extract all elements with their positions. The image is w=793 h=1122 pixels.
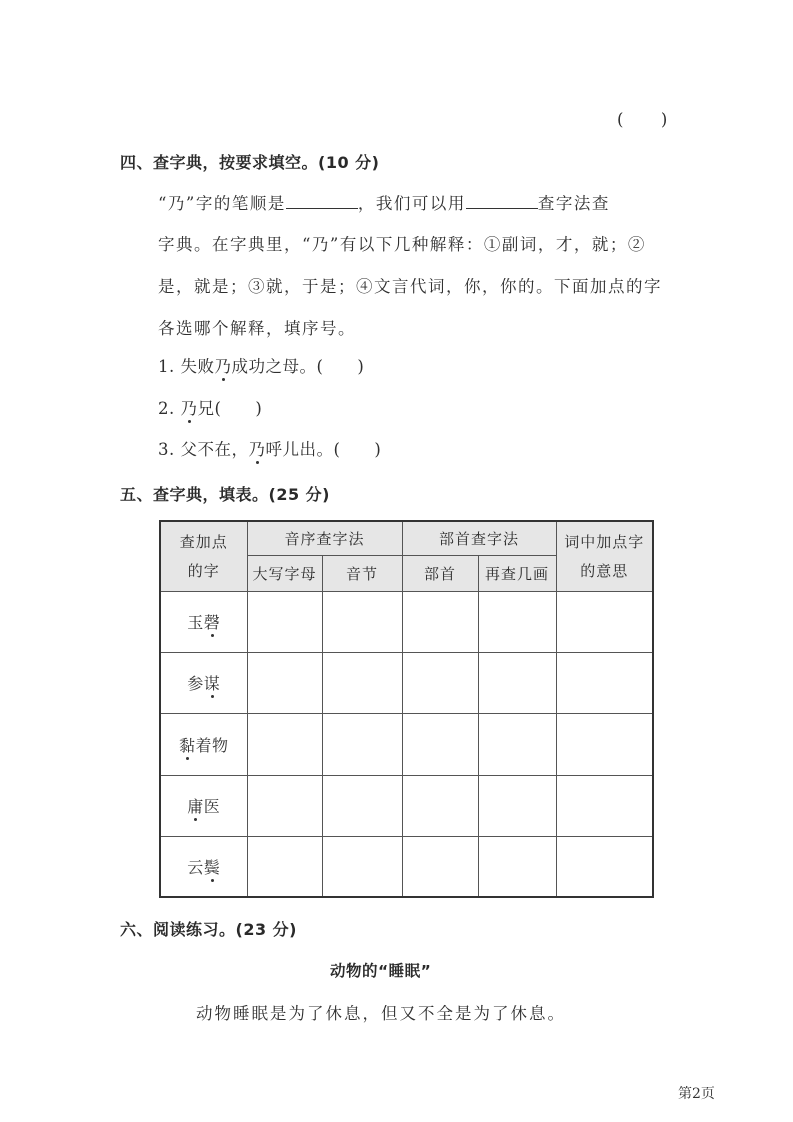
answer-cell[interactable] [322, 652, 402, 713]
dotted-char: 磬 [204, 610, 221, 633]
answer-cell[interactable] [247, 652, 322, 713]
question-text: 呼儿出。( ) [265, 440, 382, 459]
table-row [160, 713, 653, 775]
header-text: 的意思 [580, 562, 629, 581]
table-row [160, 775, 653, 836]
section-4-paragraph-line-3: 是，就是；③就，于是；④文言代词，你，你的。下面加点的字 [158, 277, 662, 296]
header-text: 词中加点字 [564, 533, 645, 552]
answer-cell[interactable] [556, 836, 653, 897]
answer-cell[interactable] [247, 836, 322, 897]
section-4-paragraph-line-4: 各选哪个解释，填序号。 [158, 319, 356, 338]
section-4-title: 四、查字典，按要求填空。(10 分) [120, 153, 380, 172]
section-5-title: 五、查字典，填表。(25 分) [120, 485, 330, 504]
word-cell [160, 591, 247, 652]
answer-cell[interactable] [402, 652, 478, 713]
answer-cell[interactable] [478, 652, 556, 713]
header-radical-method: 部首查字法 [402, 521, 556, 555]
table-row [160, 652, 653, 713]
text: 查字法查 [537, 194, 610, 213]
section-4-paragraph-line-1 [158, 190, 610, 214]
dotted-char: 乃 [249, 436, 266, 460]
question-2 [158, 395, 262, 419]
text: ，我们可以用 [357, 194, 466, 213]
question-1 [158, 353, 364, 377]
header-radical: 部首 [402, 555, 478, 591]
question-3 [158, 436, 381, 460]
stroke-order-blank[interactable] [286, 194, 358, 209]
section-6-title: 六、阅读练习。(23 分) [120, 920, 297, 939]
header-syllable: 音节 [322, 555, 402, 591]
header-text: 查加点 [179, 533, 228, 552]
answer-cell[interactable] [402, 775, 478, 836]
table-row [160, 836, 653, 897]
word-text: 参 [187, 674, 204, 693]
question-text: 成功之母。( ) [231, 357, 365, 376]
dictionary-table [159, 520, 654, 898]
word-cell [160, 775, 247, 836]
question-text: 3. 父不在， [158, 440, 249, 459]
table-row [160, 591, 653, 652]
answer-cell[interactable] [247, 591, 322, 652]
answer-cell[interactable] [556, 652, 653, 713]
answer-cell[interactable] [322, 836, 402, 897]
page-number: 第2页 [678, 1086, 715, 1102]
answer-cell[interactable] [247, 775, 322, 836]
header-capital-letter: 大写字母 [247, 555, 322, 591]
word-text: 医 [203, 797, 221, 816]
header-meaning-cell [556, 521, 653, 591]
answer-cell[interactable] [322, 713, 402, 775]
question-text: 2. [158, 399, 181, 418]
dotted-char: 乃 [181, 395, 198, 419]
answer-cell[interactable] [402, 836, 478, 897]
answer-cell[interactable] [322, 775, 402, 836]
section-4-paragraph-line-2: 字典。在字典里，“乃”有以下几种解释：①副词，才，就；② [158, 235, 646, 254]
answer-cell[interactable] [478, 713, 556, 775]
answer-cell[interactable] [402, 591, 478, 652]
question-text: 兄( ) [197, 399, 263, 418]
word-text: 云 [187, 857, 204, 877]
header-stroke-count: 再查几画 [478, 555, 556, 591]
word-cell [160, 652, 247, 713]
text: “乃”字的笔顺是 [158, 194, 286, 213]
answer-cell[interactable] [478, 591, 556, 652]
dotted-char: 谋 [204, 671, 221, 694]
article-paragraph: 动物睡眠是为了休息，但又不全是为了休息。 [196, 1004, 566, 1023]
dotted-char: 庸 [187, 794, 204, 817]
dotted-char: 鬓 [204, 855, 221, 878]
header-text: 的字 [187, 562, 220, 581]
answer-cell[interactable] [556, 713, 653, 775]
word-text: 着物 [195, 735, 229, 755]
word-text: 玉 [187, 613, 204, 632]
dotted-char: 黏 [179, 733, 196, 756]
word-cell [160, 713, 247, 775]
lookup-method-blank[interactable] [466, 194, 538, 209]
answer-cell[interactable] [556, 775, 653, 836]
answer-cell[interactable] [556, 591, 653, 652]
answer-cell[interactable] [322, 591, 402, 652]
answer-cell[interactable] [478, 775, 556, 836]
answer-cell[interactable] [247, 713, 322, 775]
dotted-char: 乃 [215, 353, 232, 377]
question-text: 1. 失败 [158, 357, 215, 376]
article-title: 动物的“睡眠” [330, 962, 432, 980]
word-cell [160, 836, 247, 897]
answer-cell[interactable] [402, 713, 478, 775]
header-phonetic-method: 音序查字法 [247, 521, 402, 555]
answer-parenthesis[interactable]: ( ) [617, 110, 669, 129]
header-char-cell [160, 521, 247, 591]
answer-cell[interactable] [478, 836, 556, 897]
